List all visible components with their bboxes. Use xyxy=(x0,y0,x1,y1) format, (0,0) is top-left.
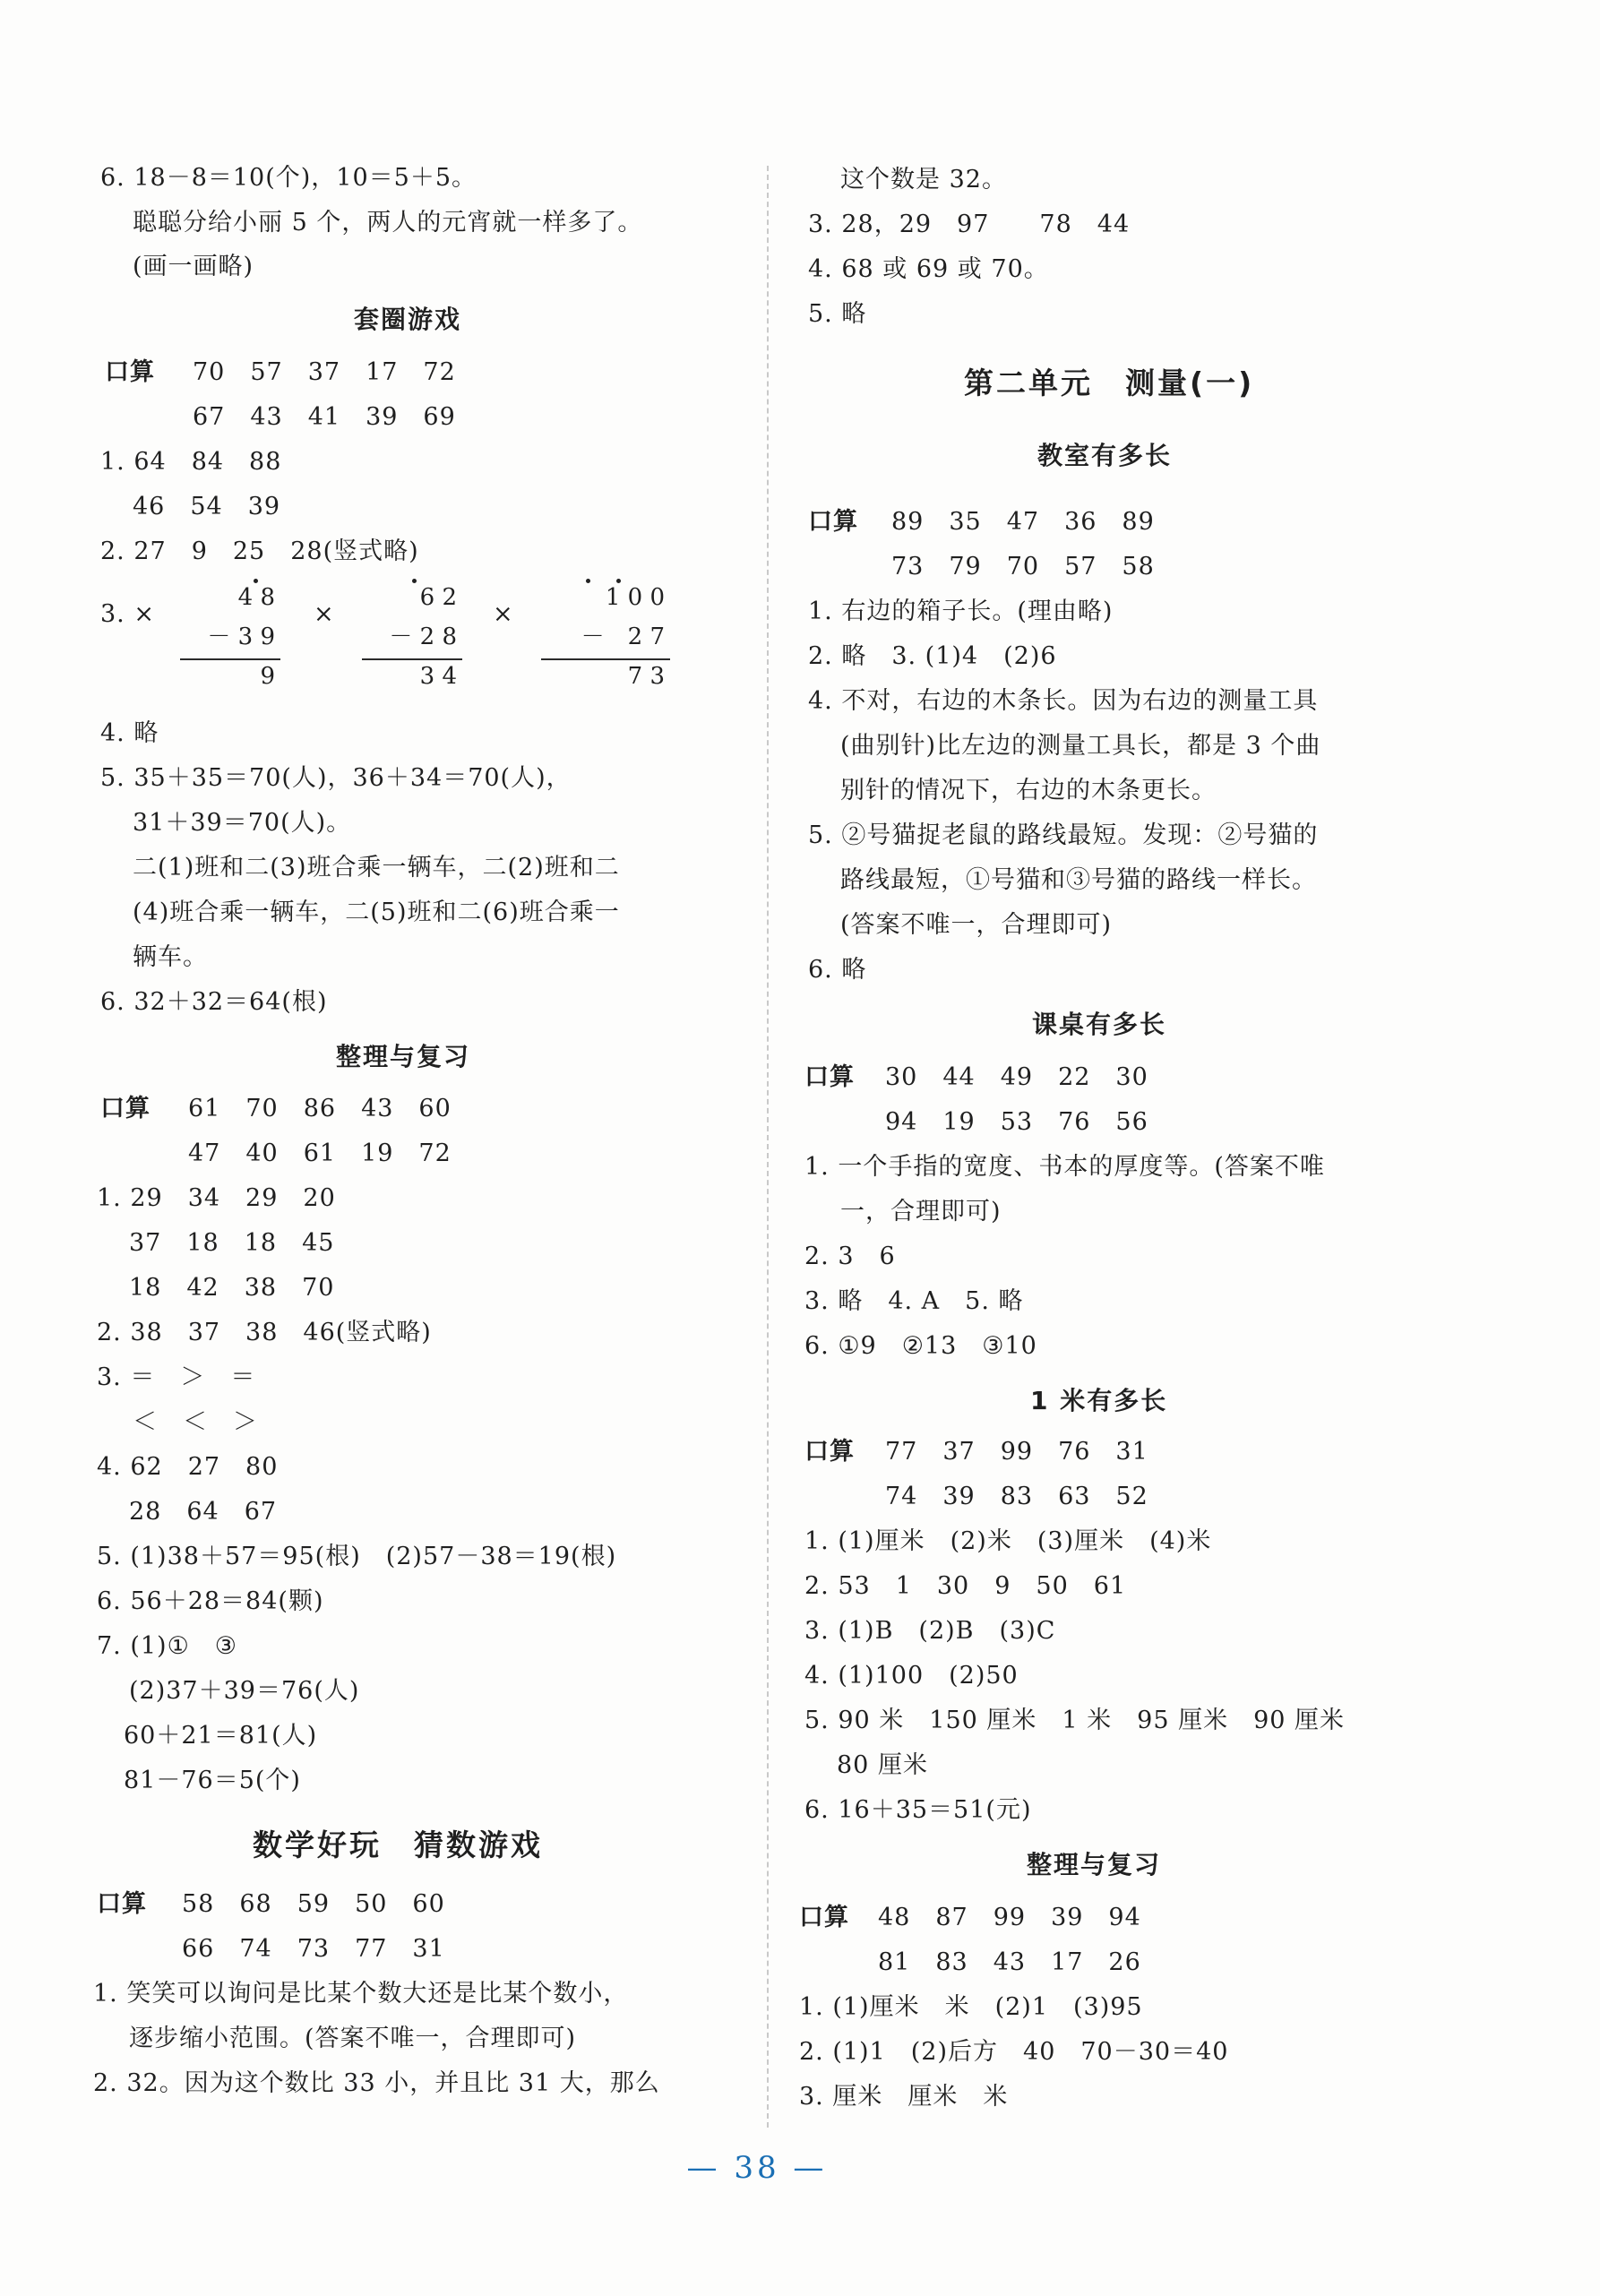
answer-line: 2. 38 37 38 46(竖式略) xyxy=(97,1319,432,1346)
oral-calc-row: 48 87 99 39 94 xyxy=(878,1904,1141,1931)
answer-line: 1. 29 34 29 20 xyxy=(97,1184,336,1212)
answer-line: 路线最短，①号猫和③号猫的路线一样长。 xyxy=(840,866,1317,894)
answer-line: 2. 略 3. (1)4 (2)6 xyxy=(808,642,1057,670)
answer-line: 5. 35＋35＝70(人)，36＋34＝70(人)， xyxy=(100,764,572,792)
answer-line: 3. 略 4. A 5. 略 xyxy=(804,1287,1024,1315)
answer-line: 1. (1)厘米 米 (2)1 (3)95 xyxy=(799,1993,1143,2021)
answer-line: 3. 28，29 97 78 44 xyxy=(808,211,1131,238)
answer-line: 4. 略 xyxy=(100,719,159,747)
oral-calc-row: 61 70 86 43 60 xyxy=(188,1095,452,1122)
oral-calc-row: 77 37 99 76 31 xyxy=(885,1438,1148,1466)
answer-line: 别针的情况下，右边的木条更长。 xyxy=(840,777,1217,804)
wrong-mark: × xyxy=(493,600,514,628)
answer-line: 2. 32。因为这个数比 33 小，并且比 31 大，那么 xyxy=(93,2069,660,2097)
section-title: 整理与复习 xyxy=(1027,1850,1162,1879)
oral-calc-row: 67 43 41 39 69 xyxy=(193,403,456,431)
answer-line: ＜ ＜ ＞ xyxy=(133,1408,258,1436)
answer-line: 2. 3 6 xyxy=(804,1243,896,1270)
answer-line: 1. 笑笑可以询问是比某个数大还是比某个数小， xyxy=(93,1980,629,2008)
oral-calc-row: 30 44 49 22 30 xyxy=(885,1063,1148,1091)
answer-line: 6. 32＋32＝64(根) xyxy=(100,988,328,1016)
oral-calc-label: 口算 xyxy=(105,358,155,386)
oral-calc-label: 口算 xyxy=(808,508,858,536)
oral-calc-row: 47 40 61 19 72 xyxy=(188,1139,452,1167)
section-title: 数学好玩 猜数游戏 xyxy=(253,1827,543,1862)
unit-title: 第二单元 测量(一) xyxy=(964,365,1255,400)
answer-line: 3. ＝ ＞ ＝ xyxy=(97,1363,256,1391)
answer-line: 5. 略 xyxy=(808,300,867,328)
answer-line: 7. (1)① ③ xyxy=(97,1632,237,1660)
answer-line: 4. 不对，右边的木条长。因为右边的测量工具 xyxy=(808,687,1319,715)
answer-line: 5. (1)38＋57＝95(根) (2)57－38＝19(根) xyxy=(97,1543,617,1570)
answer-line: 80 厘米 xyxy=(837,1751,928,1779)
answer-line: 5. 90 米 150 厘米 1 米 95 厘米 90 厘米 xyxy=(804,1707,1346,1734)
oral-calc-row: 81 83 43 17 26 xyxy=(878,1948,1141,1976)
oral-calc-row: 70 57 37 17 72 xyxy=(193,358,456,386)
answer-line: 2. 27 9 25 28(竖式略) xyxy=(100,537,419,565)
answer-line: 4. 68 或 69 或 70。 xyxy=(808,255,1049,283)
page-number: — 38 — xyxy=(686,2150,828,2186)
answer-line: 4. 62 27 80 xyxy=(97,1453,279,1481)
oral-calc-row: 73 79 70 57 58 xyxy=(891,553,1155,580)
oral-calc-row: 74 39 83 63 52 xyxy=(885,1483,1148,1510)
answer-line: 3. 厘米 厘米 米 xyxy=(799,2083,1009,2111)
answer-line: 1. 右边的箱子长。(理由略) xyxy=(808,598,1114,625)
column-divider xyxy=(767,166,769,2128)
answer-line: 1. 64 84 88 xyxy=(100,448,282,476)
section-title: 套圈游戏 xyxy=(354,305,462,334)
oral-calc-label: 口算 xyxy=(804,1063,855,1091)
oral-calc-row: 66 74 73 77 31 xyxy=(182,1935,445,1963)
answer-line: (画一画略) xyxy=(133,253,254,280)
answer-line: 81－76＝5(个) xyxy=(124,1767,301,1794)
oral-calc-label: 口算 xyxy=(97,1890,147,1918)
answer-line: (2)37＋39＝76(人) xyxy=(129,1677,360,1705)
answer-line: 3. × xyxy=(100,600,155,628)
answer-line: 逐步缩小范围。(答案不唯一，合理即可) xyxy=(129,2025,577,2052)
answer-line: 46 54 39 xyxy=(133,493,281,520)
oral-calc-row: 58 68 59 50 60 xyxy=(182,1890,445,1918)
answer-line: 2. 53 1 30 9 50 61 xyxy=(804,1572,1127,1600)
section-title: 1 米有多长 xyxy=(1030,1386,1168,1415)
answer-line: 6. ①9 ②13 ③10 xyxy=(804,1332,1037,1360)
oral-calc-label: 口算 xyxy=(799,1904,849,1931)
answer-line: 6. 18－8＝10(个)，10＝5＋5。 xyxy=(100,164,477,192)
answer-line: 辆车。 xyxy=(133,943,208,971)
vertical-subtraction: 1 0 0 － 2 7 7 3 xyxy=(538,584,672,692)
answer-line: 一，合理即可) xyxy=(840,1198,1002,1225)
answer-line: 二(1)班和二(3)班合乘一辆车，二(2)班和二 xyxy=(133,854,620,881)
section-title: 教室有多长 xyxy=(1037,441,1173,470)
answer-line: 18 42 38 70 xyxy=(129,1274,335,1302)
answer-line: 37 18 18 45 xyxy=(129,1229,335,1257)
answer-line: 28 64 67 xyxy=(129,1498,278,1526)
oral-calc-label: 口算 xyxy=(100,1095,151,1122)
answer-line: 3. (1)B (2)B (3)C xyxy=(804,1617,1056,1645)
section-title: 课桌有多长 xyxy=(1032,1010,1167,1039)
answer-line: 4. (1)100 (2)50 xyxy=(804,1662,1019,1690)
vertical-subtraction: 6 2 － 2 8 3 4 xyxy=(357,584,464,692)
answer-line: 1. (1)厘米 (2)米 (3)厘米 (4)米 xyxy=(804,1527,1212,1555)
answer-line: 2. (1)1 (2)后方 40 70－30＝40 xyxy=(799,2038,1229,2066)
oral-calc-label: 口算 xyxy=(804,1438,855,1466)
answer-line: 1. 一个手指的宽度、书本的厚度等。(答案不唯 xyxy=(804,1153,1325,1181)
answer-line: (4)班合乘一辆车，二(5)班和二(6)班合乘一 xyxy=(133,899,620,926)
answer-line: 6. 56＋28＝84(颗) xyxy=(97,1587,324,1615)
answer-line: 6. 略 xyxy=(808,956,867,984)
answer-line: (曲别针)比左边的测量工具长，都是 3 个曲 xyxy=(840,732,1321,760)
oral-calc-row: 89 35 47 36 89 xyxy=(891,508,1155,536)
section-title: 整理与复习 xyxy=(336,1042,471,1071)
answer-line: 聪聪分给小丽 5 个，两人的元宵就一样多了。 xyxy=(133,209,643,236)
wrong-mark: × xyxy=(314,600,335,628)
vertical-subtraction: 4 8 － 3 9 9 xyxy=(175,584,282,692)
answer-line: (答案不唯一，合理即可) xyxy=(840,911,1113,939)
oral-calc-row: 94 19 53 76 56 xyxy=(885,1108,1148,1136)
answer-line: 31＋39＝70(人)。 xyxy=(133,809,352,837)
answer-line: 60＋21＝81(人) xyxy=(124,1722,318,1750)
answer-line: 这个数是 32。 xyxy=(840,166,1007,193)
answer-line: 5. ②号猫捉老鼠的路线最短。发现：②号猫的 xyxy=(808,821,1319,849)
answer-line: 6. 16＋35＝51(元) xyxy=(804,1796,1032,1824)
